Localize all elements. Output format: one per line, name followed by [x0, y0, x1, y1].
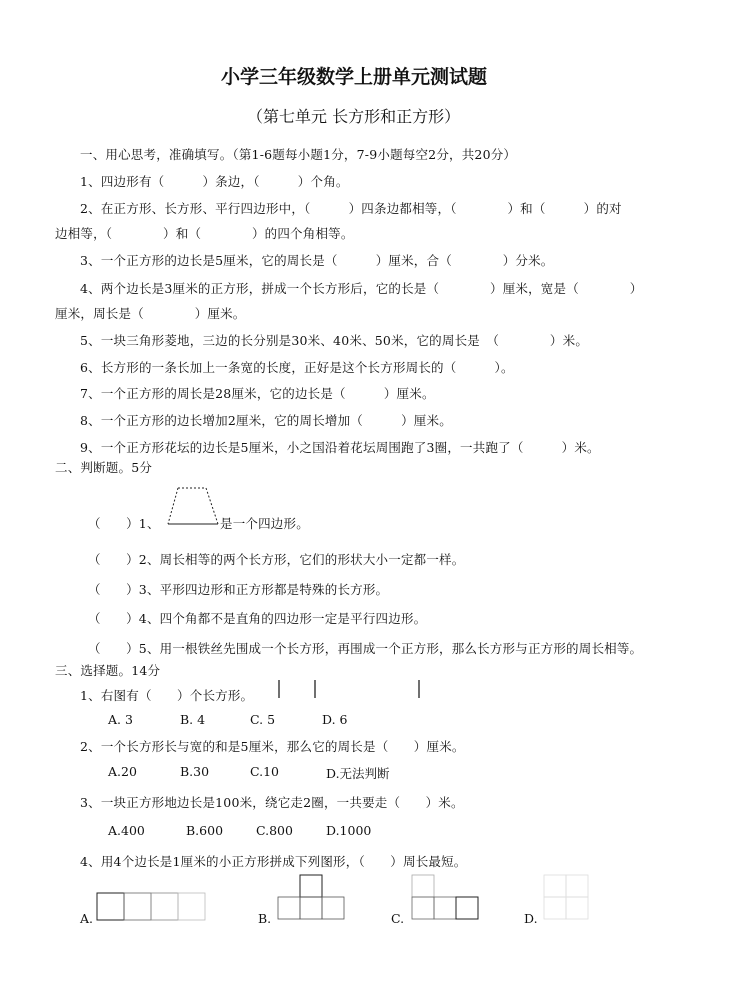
- page-subtitle: （第七单元 长方形和正方形）: [247, 107, 461, 126]
- c1-option-b: B. 4: [180, 712, 206, 727]
- question-9: 9、一个正方形花坛的边长是5厘米，小之国沿着花坛周围跑了3圈，一共跑了（ ）米。: [80, 440, 600, 455]
- shape-d-square: [542, 874, 602, 924]
- choice-question-4: 4、用4个边长是1厘米的小正方形拼成下列图形，（ ）周长最短。: [80, 854, 467, 869]
- c3-option-a: A.400: [108, 823, 145, 838]
- c4-label-c: C.: [391, 911, 405, 926]
- trapezoid-figure: [166, 486, 220, 526]
- question-8: 8、一个正方形的边长增加2厘米，它的周长增加（ ）厘米。: [80, 413, 452, 428]
- shape-b-t-shape: [274, 874, 354, 924]
- c2-option-d: D.无法判断: [326, 766, 390, 781]
- question-1: 1、四边形有（ ）条边，（ ）个角。: [80, 174, 349, 189]
- question-3: 3、一个正方形的边长是5厘米，它的周长是（ ）厘米，合（ ）分米。: [80, 253, 554, 268]
- rectangle-lines-figure: [275, 680, 425, 700]
- section1-heading: 一、用心思考，准确填写。（第1-6题每小题1分，7-9小题每空2分，共20分）: [80, 147, 517, 162]
- c1-option-a: A. 3: [108, 712, 133, 727]
- judge-5: （ ）5、用一根铁丝先围成一个长方形，再围成一个正方形，那么长方形与正方形的周长相等。: [88, 641, 643, 656]
- shape-c-l-shape: [408, 874, 488, 924]
- c4-label-a: A.: [80, 911, 94, 926]
- choice-question-2: 2、一个长方形长与宽的和是5厘米，那么它的周长是（ ）厘米。: [80, 739, 465, 754]
- question-4-line2: 厘米，周长是（ ）厘米。: [55, 306, 246, 321]
- judge-1-prefix: （ ）1、: [88, 516, 160, 531]
- section2-heading: 二、判断题。5分: [55, 460, 153, 475]
- judge-4: （ ）4、四个角都不是直角的四边形一定是平行四边形。: [88, 611, 427, 626]
- c1-option-c: C. 5: [250, 712, 276, 727]
- question-6: 6、长方形的一条长加上一条宽的长度，正好是这个长方形周长的（ ）。: [80, 360, 514, 375]
- choice-question-1: 1、右图有（ ）个长方形。: [80, 688, 254, 703]
- question-4-line1: 4、两个边长是3厘米的正方形，拼成一个长方形后，它的长是（ ）厘米，宽是（ ）: [80, 281, 643, 296]
- question-7: 7、一个正方形的周长是28厘米，它的边长是（ ）厘米。: [80, 386, 435, 401]
- question-2-line2: 边相等，（ ）和（ ）的四个角相等。: [55, 226, 354, 241]
- c2-option-b: B.30: [180, 764, 210, 779]
- question-2-line1: 2、在正方形、长方形、平行四边形中，（ ）四条边都相等，（ ）和（ ）的对: [80, 201, 622, 216]
- c4-label-b: B.: [258, 911, 272, 926]
- section3-heading: 三、选择题。14分: [55, 663, 161, 678]
- c2-option-a: A.20: [108, 764, 137, 779]
- shape-a-four-in-row: [96, 892, 210, 922]
- judge-1-suffix: 是一个四边形。: [220, 516, 309, 531]
- page-title: 小学三年级数学上册单元测试题: [221, 66, 488, 88]
- c2-option-c: C.10: [250, 764, 279, 779]
- choice-question-3: 3、一块正方形地边长是100米，绕它走2圈，一共要走（ ）米。: [80, 795, 464, 810]
- judge-2: （ ）2、周长相等的两个长方形，它们的形状大小一定都一样。: [88, 552, 465, 567]
- judge-3: （ ）3、平形四边形和正方形都是特殊的长方形。: [88, 582, 389, 597]
- question-5: 5、一块三角形菱地，三边的长分别是30米、40米、50米，它的周长是 （ ）米。: [80, 333, 589, 348]
- c3-option-b: B.600: [186, 823, 224, 838]
- c3-option-c: C.800: [256, 823, 293, 838]
- c1-option-d: D. 6: [322, 712, 348, 727]
- c4-label-d: D.: [524, 911, 538, 926]
- c3-option-d: D.1000: [326, 823, 372, 838]
